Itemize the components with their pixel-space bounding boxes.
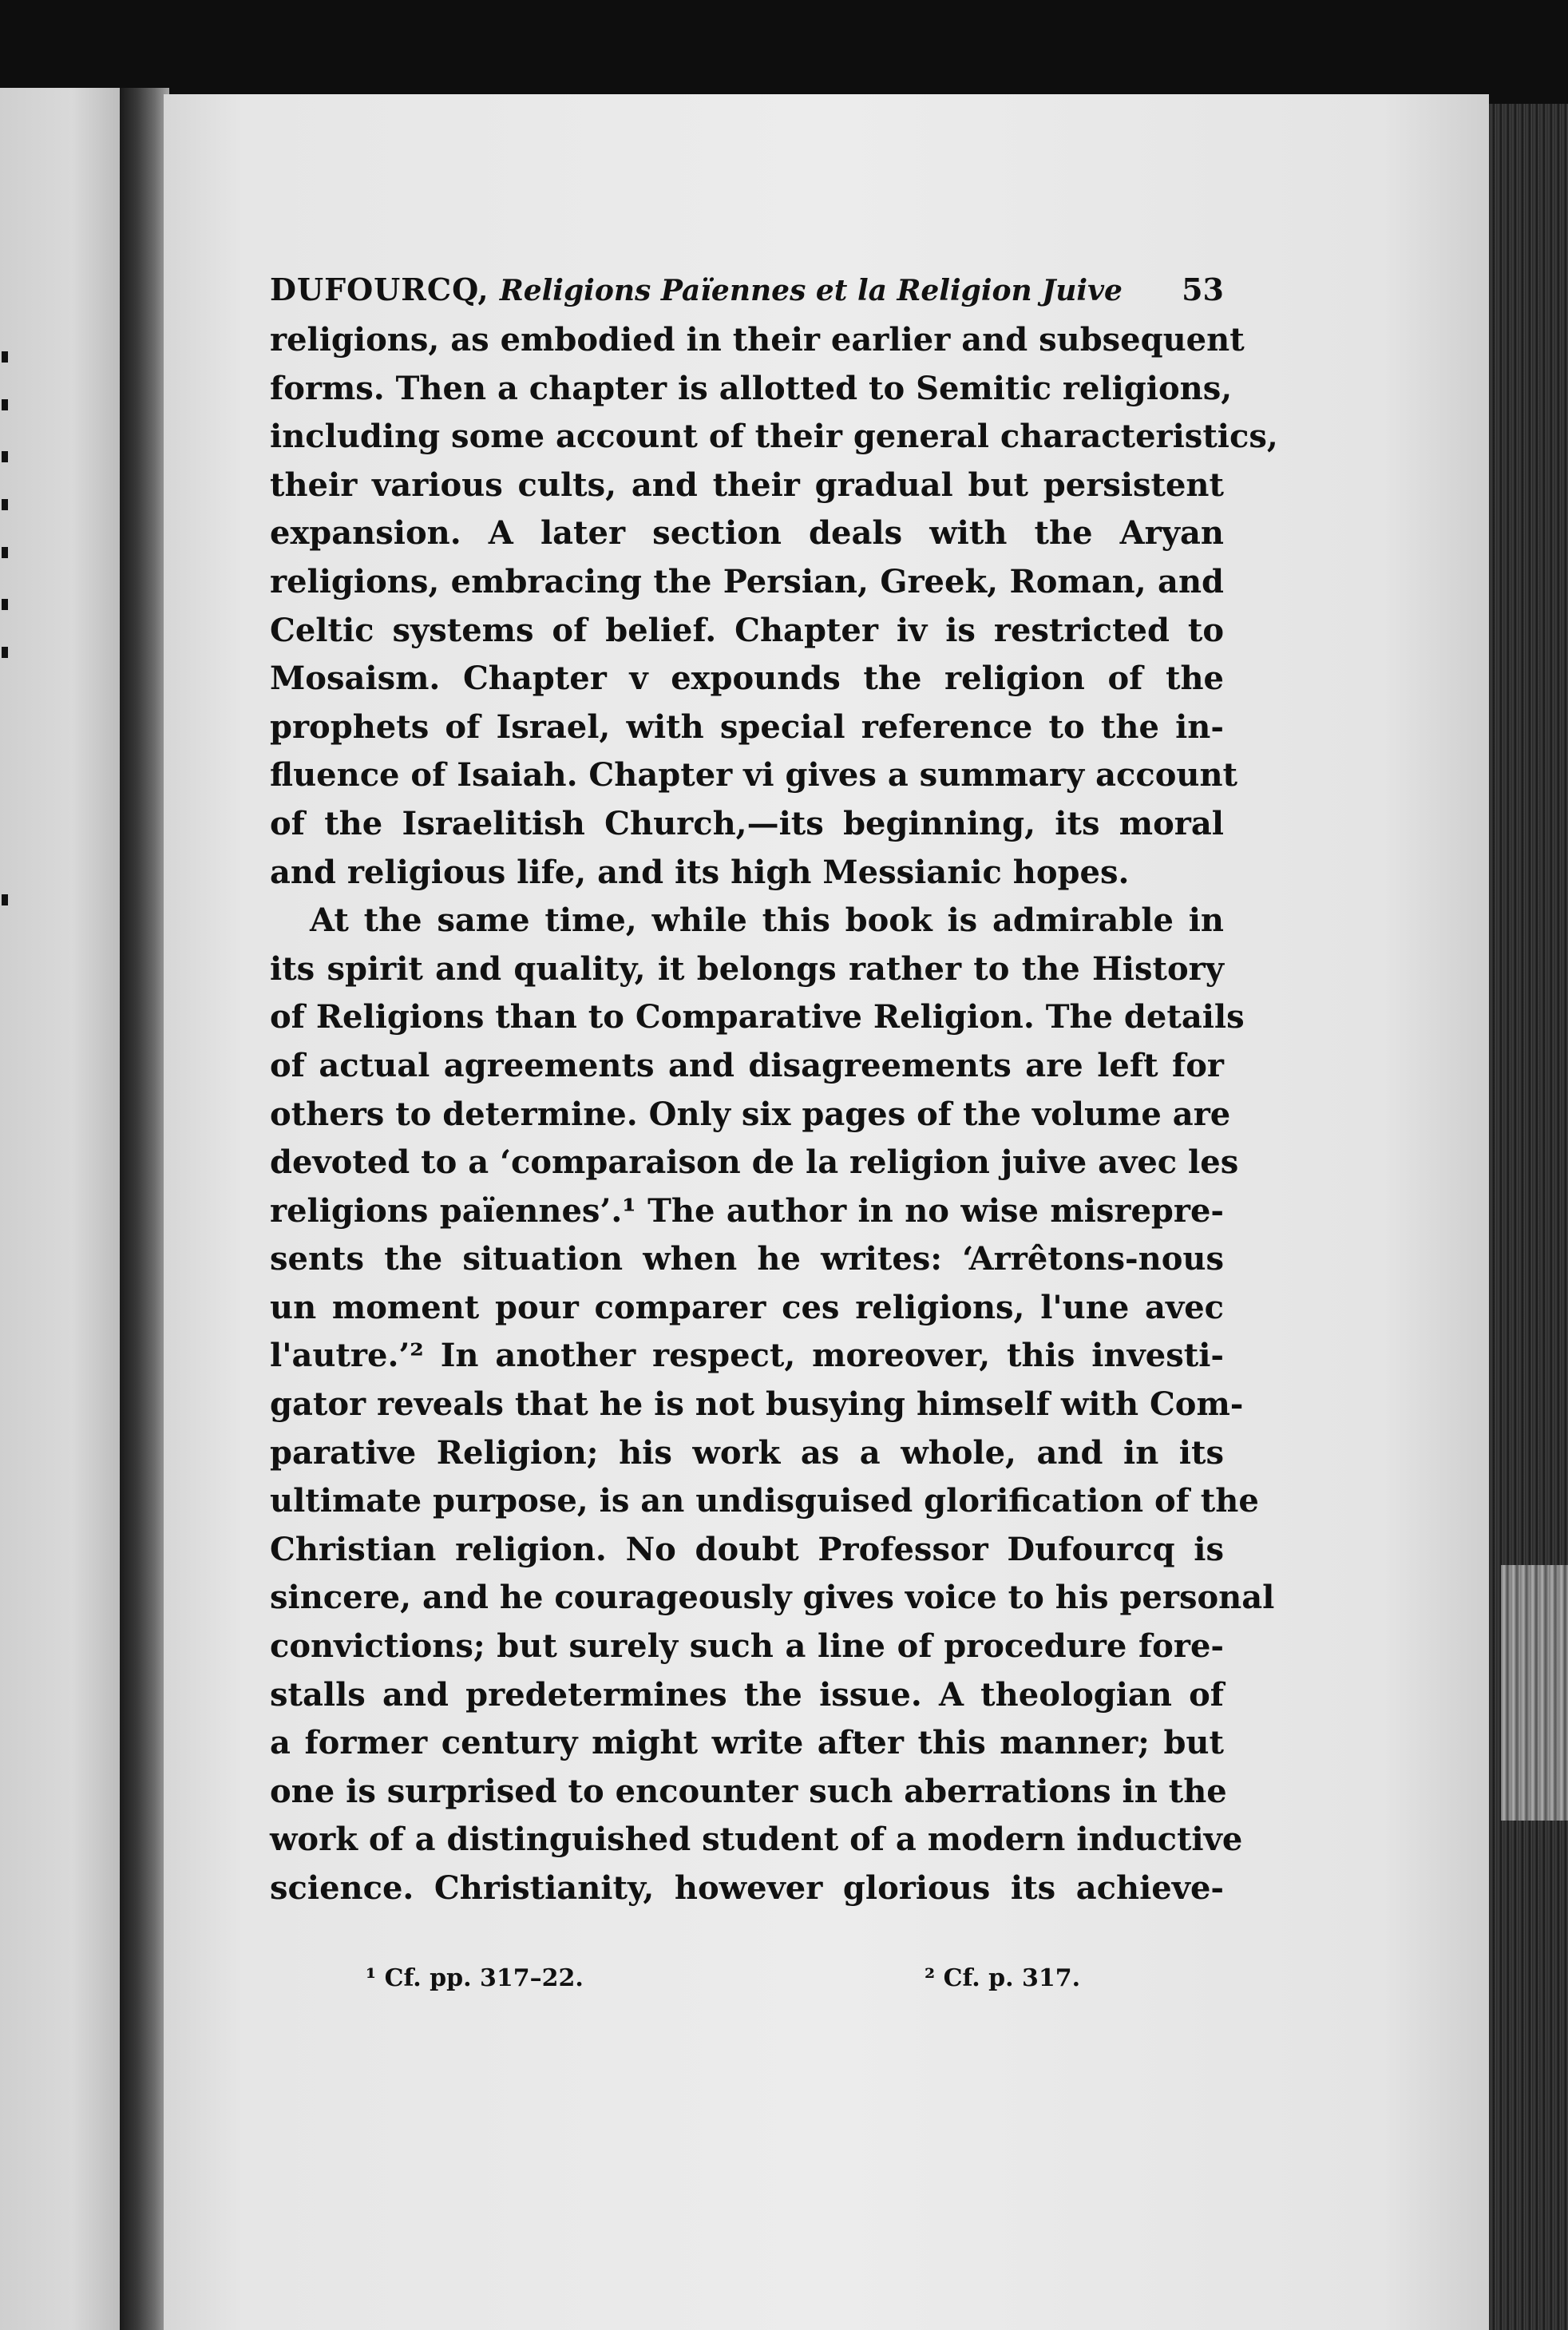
running-head-author: DUFOURCQ, <box>270 271 489 307</box>
text-line: one is surprised to encounter such aberrations in the <box>270 1772 1227 1810</box>
text-line: forms. Then a chapter is allotted to Semitic religions, <box>270 369 1233 407</box>
page-number: 53 <box>1182 271 1224 307</box>
text-line: fluence of Isaiah. Chapter vi gives a summary account <box>270 756 1238 794</box>
text-line: Christian religion. No doubt Professor Dufourcq is <box>270 1530 1224 1568</box>
text-line: prophets of Israel, with special reference to the in- <box>270 707 1224 746</box>
page-text <box>270 264 1278 1913</box>
text-line: including some account of their general characteristics, <box>270 418 1278 456</box>
fore-edge-highlight <box>1501 1565 1568 1821</box>
paragraph-1 <box>270 316 1278 897</box>
text-line: un moment pour comparer ces religions, l'une avec <box>270 1288 1224 1326</box>
text-line: l'autre.’² In another respect, moreover, this investi- <box>270 1337 1224 1375</box>
text-line: ultimate purpose, is an undisguised glorification of the <box>270 1482 1259 1520</box>
text-line: a former century might write after this manner; but <box>270 1724 1224 1762</box>
running-head-book-title: Religions Païennes et la Religion Juive <box>499 274 1123 307</box>
text-line: stalls and predetermines the issue. A theologian of <box>270 1675 1224 1714</box>
text-line: convictions; but surely such a line of procedure fore- <box>270 1627 1224 1666</box>
text-line: of actual agreements and disagreements are left for <box>270 1046 1224 1084</box>
running-head <box>270 264 1224 316</box>
text-line: sincere, and he courageously gives voice to his personal <box>270 1579 1275 1617</box>
text-line: sents the situation when he writes: ‘Arrêtons-nous <box>270 1240 1224 1278</box>
running-head-title <box>270 264 1123 317</box>
text-line: Celtic systems of belief. Chapter iv is restricted to <box>270 611 1224 649</box>
text-line: parative Religion; his work as a whole, and in its <box>270 1433 1224 1472</box>
facing-page-text-fragments <box>0 351 16 910</box>
text-line: of the Israelitish Church,—its beginning, its moral <box>270 804 1224 842</box>
text-line: and religious life, and its high Messianic hopes. <box>270 853 1130 891</box>
text-line: its spirit and quality, it belongs rather to the History <box>270 949 1224 988</box>
footnotes <box>270 1955 1224 2003</box>
text-line: gator reveals that he is not busying himself with Com- <box>270 1385 1244 1424</box>
text-line: science. Christianity, however glorious its achieve- <box>270 1869 1224 1907</box>
text-line: devoted to a ‘comparaison de la religion juive avec les <box>270 1143 1239 1182</box>
footnote-1: ¹ Cf. pp. 317–22. <box>366 1964 584 1992</box>
paragraph-2 <box>270 897 1275 1912</box>
facing-page-edge <box>0 88 120 2330</box>
text-line: religions, as embodied in their earlier and subsequent <box>270 321 1245 359</box>
text-line: of Religions than to Comparative Religion. The details <box>270 998 1245 1036</box>
text-line: religions, embracing the Persian, Greek, Roman, and <box>270 562 1224 600</box>
book-fore-edge <box>1489 104 1568 2330</box>
text-line: expansion. A later section deals with the Aryan <box>270 514 1224 553</box>
text-line: At the same time, while this book is admirable in <box>310 901 1224 940</box>
text-line: their various cults, and their gradual but persistent <box>270 466 1224 504</box>
text-line: work of a distinguished student of a modern inductive <box>270 1821 1243 1859</box>
text-line: others to determine. Only six pages of the volume are <box>270 1095 1231 1133</box>
footnote-2: ² Cf. p. 317. <box>925 1964 1081 1992</box>
book-gutter <box>120 88 169 2330</box>
text-line: Mosaism. Chapter v expounds the religion of the <box>270 660 1224 698</box>
text-line: religions païennes’.¹ The author in no wise misrepre- <box>270 1191 1224 1230</box>
